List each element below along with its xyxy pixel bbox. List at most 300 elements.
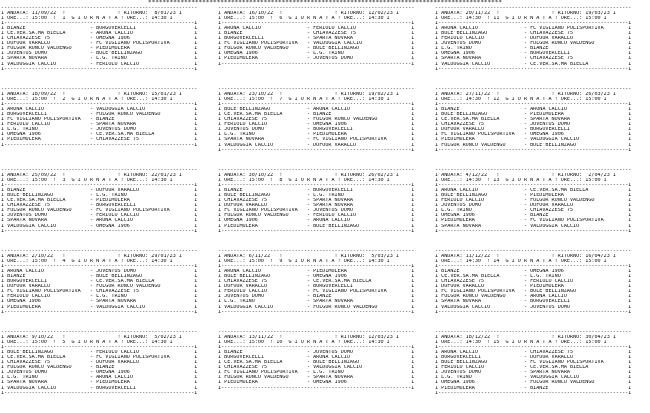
match-separator: - bbox=[89, 213, 97, 219]
divider: I--------------------------------------------------------------I bbox=[1, 228, 198, 234]
match-row: I FERIOLO CALCIO - L.G. TRINO I bbox=[1, 294, 198, 300]
match-separator: - bbox=[306, 112, 314, 118]
match-row: I BULE'BELLINZAGO - FC VIGLIANO POLISPORTIVA I bbox=[435, 360, 632, 366]
match-separator: - bbox=[523, 107, 531, 113]
match-row: I VALDUGGIA CALCIO - JUVENTUS DOMO I bbox=[435, 304, 632, 310]
away-team: CHIAVAZZESE 75 bbox=[530, 350, 626, 356]
match-separator: - bbox=[523, 213, 531, 219]
match-separator: - bbox=[523, 223, 531, 229]
away-team: PIEDIMULERA bbox=[530, 284, 626, 290]
home-team: PIEDIMULERA bbox=[224, 223, 307, 229]
divider: I--------------------------------------------------------------I bbox=[1, 102, 198, 108]
match-row: I L.G. TRINO - BIANZE I bbox=[435, 46, 632, 52]
away-team: OMEGNA 1906 bbox=[313, 380, 409, 386]
match-row: I OMEGNA 1906 - SPARTA NOVARA I bbox=[1, 299, 198, 305]
home-team: CHIAVAZZESE 75 bbox=[7, 360, 90, 366]
match-separator: - bbox=[89, 31, 97, 37]
match-row: I FULGOR RONCO VALDENGO - PIEDIMULERA I bbox=[1, 46, 198, 52]
divider: I--------------------------------------------------------------I bbox=[435, 345, 632, 351]
away-team: BIANZE bbox=[530, 213, 626, 219]
away-team: FULGOR RONCO VALDENGO bbox=[313, 117, 409, 123]
match-separator: - bbox=[306, 122, 314, 128]
match-row: I BULE'BELLINZAGO - ARONA CALCIO I bbox=[218, 107, 415, 113]
divider: I--------------------------------------------------------------I bbox=[218, 385, 415, 391]
away-team: FC VIGLIANO POLISPORTIVA bbox=[530, 26, 626, 32]
match-separator: - bbox=[89, 132, 97, 138]
away-team: BULE'BELLINZAGO bbox=[313, 223, 409, 229]
match-row: I FERIOLO CALCIO - CE.VER.SA.MA BIELLA I bbox=[435, 365, 632, 371]
away-team: OMEGNA 1906 bbox=[313, 274, 409, 280]
giornata-block bbox=[435, 168, 649, 249]
match-separator: - bbox=[306, 41, 314, 47]
away-team: BULE'BELLINZAGO bbox=[530, 142, 626, 148]
away-team: DUFOUR VARALLO bbox=[530, 355, 626, 361]
round-title: I ORE...: 14:30 ! 12 G I O R N A T A ! ORE...: 15:00 I bbox=[435, 97, 607, 103]
round-dates: I ANDATA: 11/09/22 ! ! RITORNO: 8/01/23 I bbox=[1, 11, 182, 17]
divider: I--------------------------------------------------------------I bbox=[218, 264, 415, 270]
divider: I--------------------------------------------------------------I bbox=[1, 345, 198, 351]
match-separator: - bbox=[523, 137, 531, 143]
away-team: DUFOUR VARALLO bbox=[96, 360, 192, 366]
home-team: DUFOUR VARALLO bbox=[7, 284, 90, 290]
match-row: I FC VIGLIANO POLISPORTIVA - BIANZE I bbox=[1, 117, 198, 123]
match-row: I PIEDIMULERA - VALDUGGIA CALCIO I bbox=[435, 137, 632, 143]
match-separator: - bbox=[89, 284, 97, 290]
away-team: JUVENTUS DOMO bbox=[313, 350, 409, 356]
match-row: I DUFOUR VARALLO - FULGOR RONCO VALDENGO I bbox=[1, 284, 198, 290]
away-team: PIEDIMULERA bbox=[530, 193, 626, 199]
giornata-block bbox=[435, 6, 649, 87]
home-team: FERIOLO CALCIO bbox=[224, 122, 307, 128]
away-team: FULGOR RONCO VALDENGO bbox=[96, 112, 192, 118]
match-row: I DUFOUR VARALLO - BORGOVERCELLI I bbox=[435, 127, 632, 133]
match-row: I PIEDIMULERA - BIANZE I bbox=[435, 385, 632, 391]
away-team: CHIAVAZZESE 75 bbox=[530, 31, 626, 37]
match-row: I FERIOLO CALCIO - FULGOR RONCO VALDENGO I bbox=[435, 198, 632, 204]
home-team: BORGOVERCELLI bbox=[7, 279, 90, 285]
home-team: DUFOUR VARALLO bbox=[224, 284, 307, 290]
home-team: BULE'BELLINZAGO bbox=[7, 193, 90, 199]
home-team: SPARTA NOVARA bbox=[224, 137, 307, 143]
divider: ---------------------------------------------------------------- bbox=[1, 168, 198, 173]
match-row: I DUFOUR VARALLO - FC VIGLIANO POLISPORTIVA I bbox=[1, 41, 198, 47]
round-title: I ORE...: 14:30 ! 14 G I O R N A T A ! ORE...: 15:00 I bbox=[435, 259, 607, 265]
home-team: SPARTA NOVARA bbox=[441, 223, 524, 229]
away-team: BULE'BELLINZAGO bbox=[96, 274, 192, 280]
divider: ---------------------------------------------------------------- bbox=[435, 87, 632, 92]
divider: I--------------------------------------------------------------I bbox=[218, 61, 415, 67]
home-team: BIANZE bbox=[224, 31, 307, 37]
home-team: JUVENTUS DOMO bbox=[441, 370, 524, 376]
match-row: I ARONA CALCIO - FC VIGLIANO POLISPORTIVA I bbox=[435, 26, 632, 32]
home-team: JUVENTUS DOMO bbox=[441, 41, 524, 47]
divider: I--------------------------------------------------------------I bbox=[435, 183, 632, 189]
away-team: FERIOLO CALCIO bbox=[96, 213, 192, 219]
divider: ---------------------------------------------------------------- bbox=[435, 168, 632, 173]
away-team: BULE'BELLINZAGO bbox=[530, 289, 626, 295]
match-separator: - bbox=[306, 56, 314, 62]
home-team: FC VIGLIANO POLISPORTIVA bbox=[7, 289, 90, 295]
match-separator: - bbox=[89, 365, 97, 371]
away-team: FC VIGLIANO POLISPORTIVA bbox=[530, 218, 626, 224]
away-team: FC VIGLIANO POLISPORTIVA bbox=[313, 289, 409, 295]
match-separator: - bbox=[523, 208, 531, 214]
match-separator: - bbox=[306, 218, 314, 224]
column-2 bbox=[218, 6, 432, 411]
match-row: I CE.VER.SA.MA BIELLA - ARONA CALCIO I bbox=[1, 31, 198, 37]
match-row: I DUFOUR VARALLO - BORGOVERCELLI I bbox=[218, 284, 415, 290]
match-row: I CE.VER.SA.MA BIELLA - BULE'BELLINZAGO I bbox=[218, 360, 415, 366]
divider: ---------------------------------------------------------------- bbox=[218, 249, 415, 254]
away-team: FC VIGLIANO POLISPORTIVA bbox=[96, 355, 192, 361]
match-row: I FULGOR RONCO VALDENGO - BULE'BELLINZAGO I bbox=[435, 142, 632, 148]
match-separator: - bbox=[306, 223, 314, 229]
away-team: BORGOVERCELLI bbox=[96, 26, 192, 32]
match-separator: - bbox=[306, 375, 314, 381]
match-row: I BORGOVERCELLI - FULGOR RONCO VALDENGO I bbox=[1, 112, 198, 118]
match-row: I FULGOR RONCO VALDENGO - BIANZE I bbox=[1, 365, 198, 371]
away-team: FERIOLO CALCIO bbox=[96, 61, 192, 67]
away-team: BIANZE bbox=[96, 365, 192, 371]
home-team: CHIAVAZZESE 75 bbox=[224, 198, 307, 204]
home-team: PIEDIMULERA bbox=[441, 385, 524, 391]
match-row: I SPARTA NOVARA - CHIAVAZZESE 75 I bbox=[435, 56, 632, 62]
home-team: FERIOLO CALCIO bbox=[441, 36, 524, 42]
match-separator: - bbox=[523, 375, 531, 381]
divider: I--------------------------------------------------------------I bbox=[435, 102, 632, 108]
match-row: I BULE'BELLINZAGO - PIEDIMULERA I bbox=[435, 193, 632, 199]
away-team: FULGOR RONCO VALDENGO bbox=[530, 380, 626, 386]
away-team: ARONA CALCIO bbox=[530, 107, 626, 113]
match-separator: - bbox=[89, 193, 97, 199]
home-team: SPARTA NOVARA bbox=[7, 380, 90, 386]
match-row: I FC VIGLIANO POLISPORTIVA - VALDUGGIA CALCIO I bbox=[218, 41, 415, 47]
home-team: L.G. TRINO bbox=[224, 299, 307, 305]
home-team: CE.VER.SA.MA BIELLA bbox=[441, 117, 524, 123]
match-row: I L.G. TRINO - PIEDIMULERA I bbox=[218, 132, 415, 138]
match-separator: - bbox=[306, 208, 314, 214]
round-dates: I ANDATA: 30/10/22 ! ! RITORNO: 26/02/23 I bbox=[218, 173, 399, 179]
match-row: I VALDUGGIA CALCIO - CE.VER.SA.MA BIELLA I bbox=[435, 61, 632, 67]
home-team: FULGOR RONCO VALDENGO bbox=[224, 213, 307, 219]
match-separator: - bbox=[523, 36, 531, 42]
match-separator: - bbox=[523, 294, 531, 300]
away-team: JUVENTUS DOMO bbox=[313, 56, 409, 62]
round-dates: I ANDATA: 2/10/22 ! ! RITORNO: 29/01/23 I bbox=[1, 254, 182, 260]
giornata-block bbox=[218, 168, 432, 249]
match-separator: - bbox=[89, 279, 97, 285]
home-team: FC VIGLIANO POLISPORTIVA bbox=[224, 370, 307, 376]
away-team: PIEDIMULERA bbox=[313, 269, 409, 275]
match-row: I FERIOLO CALCIO - SPARTA NOVARA I bbox=[1, 122, 198, 128]
away-team: SPARTA NOVARA bbox=[96, 299, 192, 305]
home-team: FULGOR RONCO VALDENGO bbox=[224, 375, 307, 381]
match-row: I CHIAVAZZESE 75 - DUFOUR VARALLO I bbox=[1, 360, 198, 366]
match-separator: - bbox=[89, 350, 97, 356]
match-row: I JUVENTUS DOMO - BORGOVERCELLI I bbox=[218, 127, 415, 133]
home-team: PIEDIMULERA bbox=[7, 137, 90, 143]
round-title: I ORE...: 15:00 ! 4 G I O R N A T A ! ORE...: 14:30 I bbox=[1, 259, 173, 265]
match-separator: - bbox=[523, 203, 531, 209]
divider: I--------------------------------------------------------------I bbox=[218, 21, 415, 27]
match-separator: - bbox=[306, 36, 314, 42]
home-team: PIEDIMULERA bbox=[224, 380, 307, 386]
match-separator: - bbox=[523, 56, 531, 62]
away-team: JUVENTUS DOMO bbox=[96, 269, 192, 275]
match-row: I VALDUGGIA CALCIO - OMEGNA 1906 I bbox=[1, 223, 198, 229]
match-separator: - bbox=[89, 127, 97, 133]
divider: ---------------------------------------------------------------- bbox=[1, 249, 198, 254]
home-team: DUFOUR VARALLO bbox=[441, 284, 524, 290]
match-separator: - bbox=[523, 355, 531, 361]
match-row: I PIEDIMULERA - JUVENTUS DOMO I bbox=[218, 56, 415, 62]
match-row: I PIEDIMULERA - BULE'BELLINZAGO I bbox=[218, 223, 415, 229]
match-separator: - bbox=[89, 218, 97, 224]
away-team: L.G. TRINO bbox=[530, 274, 626, 280]
match-row: I VALDUGGIA CALCIO - BORGOVERCELLI I bbox=[1, 385, 198, 391]
match-separator: - bbox=[306, 360, 314, 366]
match-row: I CHIAVAZZESE 75 - BORGOVERCELLI I bbox=[1, 203, 198, 209]
match-separator: - bbox=[306, 137, 314, 143]
match-separator: - bbox=[306, 193, 314, 199]
home-team: JUVENTUS DOMO bbox=[224, 294, 307, 300]
match-row: I FERIOLO CALCIO - FC VIGLIANO POLISPORTIVA I bbox=[218, 289, 415, 295]
round-dates: I ANDATA: 16/10/22 ! ! RITORNO: 12/02/23 I bbox=[218, 11, 399, 17]
match-row: I OMEGNA 1906 - L.G. TRINO I bbox=[218, 51, 415, 57]
divider: I--------------------------------------------------------------I bbox=[435, 264, 632, 270]
match-separator: - bbox=[89, 375, 97, 381]
match-row: I PIEDIMULERA - OMEGNA 1906 I bbox=[218, 380, 415, 386]
home-team: BULE'BELLINZAGO bbox=[441, 31, 524, 37]
home-team: DUFOUR VARALLO bbox=[441, 127, 524, 133]
match-separator: - bbox=[306, 289, 314, 295]
home-team: CHIAVAZZESE 75 bbox=[441, 279, 524, 285]
match-separator: - bbox=[89, 112, 97, 118]
match-row: I L.G. TRINO - VALDUGGIA CALCIO I bbox=[435, 375, 632, 381]
match-separator: - bbox=[306, 350, 314, 356]
round-dates: I ANDATA: 9/10/22 ! ! RITORNO: 5/02/23 I bbox=[1, 335, 182, 341]
away-team: FC VIGLIANO POLISPORTIVA bbox=[530, 360, 626, 366]
home-team: JUVENTUS DOMO bbox=[441, 203, 524, 209]
away-team: CE.VER.SA.MA BIELLA bbox=[530, 61, 626, 67]
away-team: VALDUGGIA CALCIO bbox=[313, 365, 409, 371]
match-row: I BORGOVERCELLI - ARONA CALCIO I bbox=[218, 355, 415, 361]
match-separator: - bbox=[89, 122, 97, 128]
match-separator: - bbox=[89, 299, 97, 305]
match-row: I FC VIGLIANO POLISPORTIVA - CHIAVAZZESE 75 I bbox=[1, 289, 198, 295]
home-team: VALDUGGIA CALCIO bbox=[224, 142, 307, 148]
match-separator: - bbox=[306, 107, 314, 113]
home-team: DUFOUR VARALLO bbox=[7, 41, 90, 47]
away-team: BULE'BELLINZAGO bbox=[96, 51, 192, 57]
away-team: VALDUGGIA CALCIO bbox=[313, 41, 409, 47]
match-separator: - bbox=[89, 380, 97, 386]
home-team: FC VIGLIANO POLISPORTIVA bbox=[7, 117, 90, 123]
away-team: PIEDIMULERA bbox=[313, 132, 409, 138]
giornata-block bbox=[1, 87, 215, 168]
away-team: CHIAVAZZESE 75 bbox=[96, 289, 192, 295]
giornata-block bbox=[435, 249, 649, 330]
away-team: JUVENTUS DOMO bbox=[96, 127, 192, 133]
match-row: I OMEGNA 1906 - BORGOVERCELLI I bbox=[435, 51, 632, 57]
away-team: OMEGNA 1906 bbox=[96, 370, 192, 376]
match-separator: - bbox=[89, 304, 97, 310]
divider: I--------------------------------------------------------------I bbox=[1, 66, 198, 72]
home-team: CE.VER.SA.MA BIELLA bbox=[441, 274, 524, 280]
match-separator: - bbox=[89, 274, 97, 280]
match-separator: - bbox=[306, 132, 314, 138]
away-team: JUVENTUS DOMO bbox=[530, 122, 626, 128]
home-team: FERIOLO CALCIO bbox=[441, 365, 524, 371]
away-team: FERIOLO CALCIO bbox=[313, 213, 409, 219]
match-separator: - bbox=[89, 46, 97, 52]
away-team: CE.VER.SA.MA BIELLA bbox=[96, 279, 192, 285]
match-separator: - bbox=[523, 117, 531, 123]
match-row: I CE.VER.SA.MA BIELLA - SPARTA NOVARA I bbox=[435, 117, 632, 123]
away-team: BULE'BELLINZAGO bbox=[313, 46, 409, 52]
match-row: I VALDUGGIA CALCIO - DUFOUR VARALLO I bbox=[218, 142, 415, 148]
away-team: OMEGNA 1906 bbox=[530, 269, 626, 275]
match-row: I L.G. TRINO - ARONA CALCIO I bbox=[1, 375, 198, 381]
match-row: I FERIOLO CALCIO - DUFOUR VARALLO I bbox=[435, 36, 632, 42]
away-team: SPARTA NOVARA bbox=[313, 36, 409, 42]
home-team: OMEGNA 1906 bbox=[441, 51, 524, 57]
match-row: I BORGOVERCELLI - CE.VER.SA.MA BIELLA I bbox=[1, 279, 198, 285]
away-team: SPARTA NOVARA bbox=[530, 117, 626, 123]
column-1 bbox=[1, 6, 215, 411]
home-team: FULGOR RONCO VALDENGO bbox=[7, 208, 90, 214]
divider: I--------------------------------------------------------------I bbox=[1, 264, 198, 270]
away-team: BORGOVERCELLI bbox=[96, 385, 192, 391]
round-title: I ORE...: 15:00 ! 2 G I O R N A T A ! ORE...: 14:30 I bbox=[1, 97, 173, 103]
match-row: I BIANZE - ARONA CALCIO I bbox=[435, 107, 632, 113]
home-team: FC VIGLIANO POLISPORTIVA bbox=[441, 289, 524, 295]
away-team: ARONA CALCIO bbox=[96, 31, 192, 37]
divider: ---------------------------------------------------------------- bbox=[435, 6, 632, 11]
match-row: I CHIAVAZZESE 75 - FERIOLO CALCIO I bbox=[435, 279, 632, 285]
away-team: SPARTA NOVARA bbox=[96, 122, 192, 128]
match-separator: - bbox=[89, 26, 97, 32]
match-separator: - bbox=[89, 208, 97, 214]
match-row: I OMEGNA 1906 - BIANZE I bbox=[435, 213, 632, 219]
home-team: CHIAVAZZESE 75 bbox=[441, 122, 524, 128]
match-row: I BIANZE - BULE'BELLINZAGO I bbox=[1, 274, 198, 280]
match-separator: - bbox=[523, 26, 531, 32]
home-team: FULGOR RONCO VALDENGO bbox=[7, 365, 90, 371]
match-separator: - bbox=[89, 385, 97, 391]
divider: ---------------------------------------------------------------- bbox=[218, 330, 415, 335]
match-separator: - bbox=[523, 31, 531, 37]
away-team: SPARTA NOVARA bbox=[313, 375, 409, 381]
match-separator: - bbox=[306, 46, 314, 52]
away-team: CHIAVAZZESE 75 bbox=[530, 208, 626, 214]
match-separator: - bbox=[89, 51, 97, 57]
away-team: BORGOVERCELLI bbox=[530, 127, 626, 133]
match-separator: - bbox=[523, 188, 531, 194]
away-team: OMEGNA 1906 bbox=[313, 122, 409, 128]
match-separator: - bbox=[89, 355, 97, 361]
match-row: I CHIAVAZZESE 75 - VALDUGGIA CALCIO I bbox=[218, 365, 415, 371]
match-row: I JUVENTUS DOMO - OMEGNA 1906 I bbox=[1, 370, 198, 376]
match-row: I ARONA CALCIO - CE.VER.SA.MA BIELLA I bbox=[435, 188, 632, 194]
divider: I--------------------------------------------------------------I bbox=[435, 309, 632, 315]
home-team: PIEDIMULERA bbox=[441, 137, 524, 143]
match-row: I L.G. TRINO - CHIAVAZZESE 75 I bbox=[435, 208, 632, 214]
away-team: FULGOR RONCO VALDENGO bbox=[313, 304, 409, 310]
match-separator: - bbox=[89, 137, 97, 143]
match-row: I BORGOVERCELLI - SPARTA NOVARA I bbox=[218, 36, 415, 42]
home-team: FERIOLO CALCIO bbox=[224, 289, 307, 295]
home-team: OMEGNA 1906 bbox=[7, 132, 90, 138]
match-row: I OMEGNA 1906 - FULGOR RONCO VALDENGO I bbox=[435, 380, 632, 386]
match-row: I CHIAVAZZESE 75 - SPARTA NOVARA I bbox=[218, 198, 415, 204]
match-separator: - bbox=[306, 142, 314, 148]
match-separator: - bbox=[306, 269, 314, 275]
home-team: ARONA CALCIO bbox=[441, 26, 524, 32]
match-separator: - bbox=[89, 223, 97, 229]
match-separator: - bbox=[523, 279, 531, 285]
away-team: PIEDIMULERA bbox=[530, 112, 626, 118]
away-team: FULGOR RONCO VALDENGO bbox=[530, 198, 626, 204]
match-separator: - bbox=[306, 274, 314, 280]
match-row: I FULGOR RONCO VALDENGO - ARONA CALCIO I bbox=[435, 294, 632, 300]
home-team: CHIAVAZZESE 75 bbox=[7, 203, 90, 209]
away-team: DUFOUR VARALLO bbox=[530, 203, 626, 209]
away-team: OMEGNA 1906 bbox=[530, 132, 626, 138]
match-row: I BULE'BELLINZAGO - L.G. TRINO I bbox=[218, 193, 415, 199]
away-team: ARONA CALCIO bbox=[313, 355, 409, 361]
home-team: BULE'BELLINZAGO bbox=[7, 350, 90, 356]
away-team: FULGOR RONCO VALDENGO bbox=[530, 41, 626, 47]
match-row: I OMEGNA 1906 - ARONA CALCIO I bbox=[218, 218, 415, 224]
round-dates: I ANDATA: 25/09/22 ! ! RITORNO: 22/01/23 I bbox=[1, 173, 182, 179]
away-team: FERIOLO CALCIO bbox=[96, 350, 192, 356]
divider: ---------------------------------------------------------------- bbox=[1, 87, 198, 92]
match-separator: - bbox=[523, 61, 531, 67]
home-team: BIANZE bbox=[224, 350, 307, 356]
match-row: I L.G. TRINO - JUVENTUS DOMO I bbox=[1, 127, 198, 133]
home-team: ARONA CALCIO bbox=[7, 269, 90, 275]
divider: I--------------------------------------------------------------I bbox=[218, 309, 415, 315]
match-separator: - bbox=[89, 61, 97, 67]
round-dates: I ANDATA: 27/11/22 ! ! RITORNO: 26/03/23 I bbox=[435, 92, 616, 98]
home-team: CE.VER.SA.MA BIELLA bbox=[224, 112, 307, 118]
away-team: VALDUGGIA CALCIO bbox=[530, 223, 626, 229]
away-team: JUVENTUS DOMO bbox=[530, 304, 626, 310]
giornata-block bbox=[1, 330, 215, 411]
match-row: I CE.VER.SA.MA BIELLA - PIEDIMULERA I bbox=[1, 198, 198, 204]
home-team: L.G. TRINO bbox=[441, 46, 524, 52]
home-team: FC VIGLIANO POLISPORTIVA bbox=[441, 132, 524, 138]
away-team: BORGOVERCELLI bbox=[313, 284, 409, 290]
home-team: BIANZE bbox=[441, 269, 524, 275]
away-team: VALDUGGIA CALCIO bbox=[96, 107, 192, 113]
home-team: OMEGNA 1906 bbox=[224, 218, 307, 224]
divider: I--------------------------------------------------------------I bbox=[218, 147, 415, 153]
away-team: FC VIGLIANO POLISPORTIVA bbox=[96, 208, 192, 214]
away-team: OMEGNA 1906 bbox=[96, 36, 192, 42]
home-team: FULGOR RONCO VALDENGO bbox=[7, 46, 90, 52]
divider: I--------------------------------------------------------------I bbox=[218, 102, 415, 108]
giornata-block bbox=[435, 87, 649, 168]
home-team: OMEGNA 1906 bbox=[7, 299, 90, 305]
home-team: BULE'BELLINZAGO bbox=[224, 274, 307, 280]
away-team: BORGOVERCELLI bbox=[530, 299, 626, 305]
round-dates: I ANDATA: 11/12/22 ! ! RITORNO: 16/04/23 I bbox=[435, 254, 616, 260]
match-row: I ARONA CALCIO - FERIOLO CALCIO I bbox=[218, 26, 415, 32]
home-team: L.G. TRINO bbox=[7, 375, 90, 381]
home-team: L.G. TRINO bbox=[441, 208, 524, 214]
